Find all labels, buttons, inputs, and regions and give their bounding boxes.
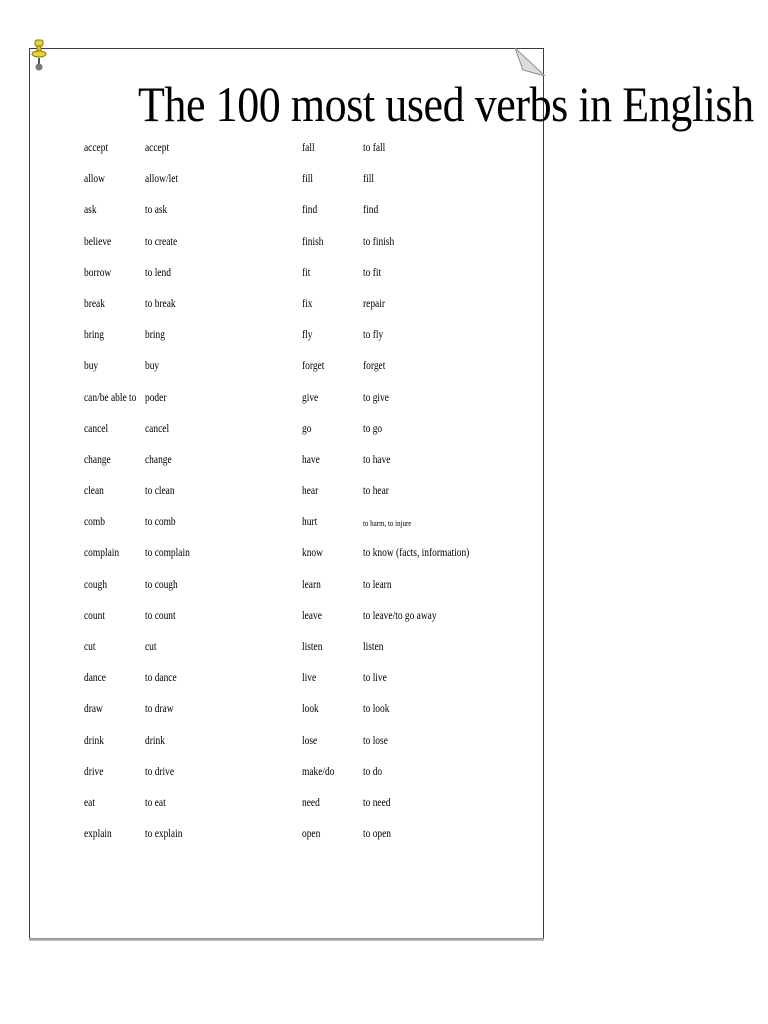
- verb-translation: poder: [145, 391, 167, 404]
- verb-translation: to learn: [363, 578, 392, 591]
- verb-translation: change: [145, 453, 172, 466]
- verb-english: accept: [84, 142, 109, 154]
- verb-translation: to open: [363, 828, 392, 841]
- verb-translation: fill: [363, 173, 375, 186]
- verb-translation: to clean: [145, 485, 175, 498]
- verb-translation: to go: [363, 422, 383, 435]
- verb-english: fall: [302, 142, 315, 154]
- verb-translation: to lose: [363, 734, 388, 747]
- verb-translation: listen: [363, 641, 384, 653]
- verb-english: cut: [84, 641, 96, 653]
- verb-english: allow: [84, 173, 105, 186]
- verb-translation: to dance: [145, 672, 177, 685]
- verb-translation: to live: [363, 672, 387, 685]
- verb-english: complain: [84, 547, 120, 560]
- verb-translation: to create: [145, 235, 178, 248]
- verb-english: bring: [84, 329, 104, 342]
- verb-english: make/do: [302, 765, 335, 778]
- verb-translation: to lend: [145, 266, 171, 279]
- verb-translation: forget: [363, 360, 386, 373]
- verb-english: break: [84, 297, 105, 310]
- verb-translation: buy: [145, 360, 160, 373]
- verb-translation: to know (facts, information): [363, 547, 470, 560]
- verb-english: forget: [302, 360, 325, 373]
- verb-translation: to give: [363, 391, 389, 404]
- verb-translation: accept: [145, 142, 170, 154]
- verb-english: leave: [302, 609, 322, 622]
- verb-english: drink: [84, 734, 104, 747]
- verb-english: know: [302, 547, 323, 560]
- verb-translation: to count: [145, 609, 176, 622]
- verb-english: count: [84, 609, 105, 622]
- verb-translation: to comb: [145, 516, 176, 529]
- verb-english: clean: [84, 485, 104, 498]
- verb-translation: to need: [363, 796, 391, 809]
- verb-translation: to look: [363, 703, 390, 716]
- verb-translation: to draw: [145, 703, 174, 716]
- document-page: [29, 48, 544, 940]
- verb-translation: find: [363, 204, 379, 217]
- verb-english: dance: [84, 672, 106, 685]
- verb-english: believe: [84, 235, 112, 248]
- verb-english: hear: [302, 485, 319, 498]
- verb-english: can/be able to: [84, 391, 137, 404]
- verb-translation: allow/let: [145, 173, 179, 186]
- verb-english: listen: [302, 641, 323, 653]
- verb-english: open: [302, 828, 321, 841]
- verb-english: comb: [84, 516, 105, 529]
- verb-translation: to ask: [145, 204, 168, 217]
- verb-english: buy: [84, 360, 99, 373]
- verb-translation: to drive: [145, 765, 175, 778]
- verb-english: find: [302, 204, 318, 217]
- verb-translation: drink: [145, 734, 165, 747]
- verb-english: need: [302, 796, 320, 809]
- verb-translation: to do: [363, 765, 383, 778]
- verb-translation: cancel: [145, 422, 170, 435]
- page-bottom-edge: [29, 938, 544, 941]
- verb-english: hurt: [302, 516, 318, 529]
- verb-translation: to harm, to injure: [363, 518, 412, 529]
- verb-english: cough: [84, 578, 108, 591]
- verb-english: fix: [302, 297, 313, 310]
- verb-translation: to hear: [363, 485, 389, 498]
- verb-translation: to explain: [145, 828, 183, 841]
- verb-translation: to leave/to go away: [363, 609, 437, 622]
- verb-english: look: [302, 703, 319, 716]
- document-title: The 100 most used verbs in English: [138, 76, 754, 132]
- verb-translation: cut: [145, 641, 157, 653]
- verb-english: have: [302, 453, 320, 466]
- verb-translation: to finish: [363, 235, 395, 248]
- verb-translation: to fall: [363, 142, 386, 154]
- verb-english: cancel: [84, 422, 109, 435]
- verb-english: borrow: [84, 266, 112, 279]
- verb-translation: bring: [145, 329, 165, 342]
- verb-translation: repair: [363, 297, 385, 310]
- verb-english: fill: [302, 173, 314, 186]
- verb-english: learn: [302, 578, 321, 591]
- verb-translation: to complain: [145, 547, 190, 560]
- verb-english: finish: [302, 235, 324, 248]
- verb-translation: to fly: [363, 329, 384, 342]
- verb-english: lose: [302, 734, 318, 747]
- verb-english: live: [302, 672, 317, 685]
- verb-english: give: [302, 391, 319, 404]
- verb-english: go: [302, 422, 312, 435]
- verb-english: eat: [84, 796, 95, 809]
- verb-english: fly: [302, 329, 313, 342]
- verb-translation: to cough: [145, 578, 178, 591]
- verb-english: drive: [84, 765, 104, 778]
- verb-english: ask: [84, 204, 97, 217]
- verb-english: change: [84, 453, 111, 466]
- verb-english: fit: [302, 266, 311, 279]
- pushpin-icon: [30, 38, 48, 72]
- verb-translation: to have: [363, 453, 391, 466]
- verb-english: explain: [84, 828, 112, 841]
- verb-translation: to break: [145, 297, 176, 310]
- verb-translation: to fit: [363, 266, 382, 279]
- verb-translation: to eat: [145, 796, 166, 809]
- verb-english: draw: [84, 703, 103, 716]
